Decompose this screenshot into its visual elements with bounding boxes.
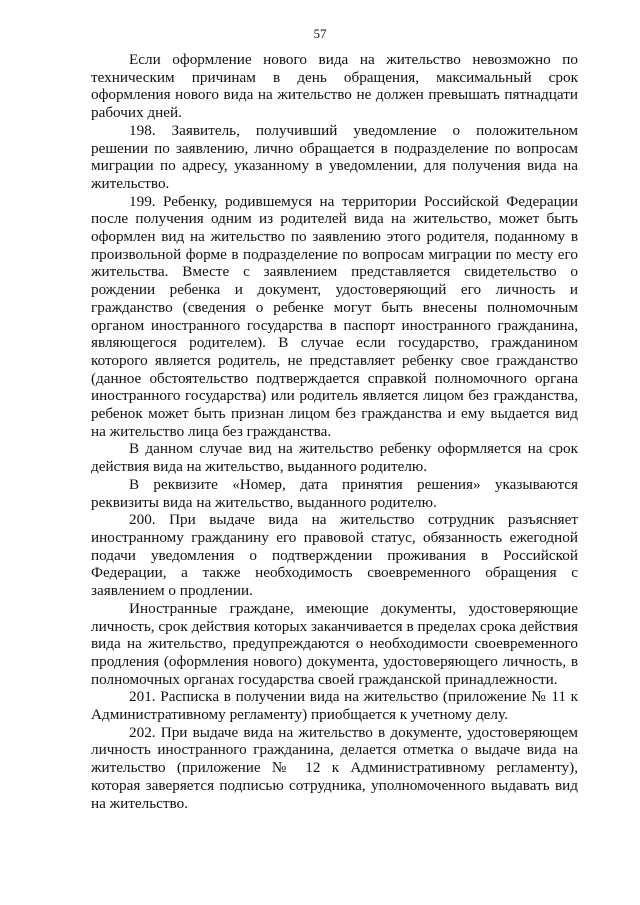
document-body — [91, 51, 578, 812]
page-number: 57 — [313, 26, 327, 41]
paragraph-decision-requisite: В реквизите «Номер, дата принятия решения» указываются реквизиты вида на жительство, выданного родителю. — [91, 475, 578, 511]
paragraph-document-expiry-warning: Иностранные граждане, имеющие документы, удостоверяющие личность, срок действия которых заканчивается в пределах срока действия вида на жительство, предупреждаются о необходимости своевременного продления (оформления нового) документа, удостоверяющего личность, в полномочных органах государства своей гражданской принадлежности. — [91, 599, 578, 688]
paragraph-child-permit-term: В данном случае вид на жительство ребенку оформляется на срок действия вида на жительство, выданного родителю. — [91, 440, 578, 476]
paragraph-200: 200. При выдаче вида на жительство сотрудник разъясняет иностранному гражданину его правовой статус, обязанность ежегодной подачи уведомления о подтверждении проживания в Российской Федерации, а также необходимость своевременного обращения с заявлением о продлении. — [91, 511, 578, 600]
paragraph-198: 198. Заявитель, получивший уведомление о положительном решении по заявлению, лично обращается в подразделение по вопросам миграции по адресу, указанному в уведомлении, для получения вида на жительство. — [91, 121, 578, 192]
paragraph-new-permit-deadline: Если оформление нового вида на жительство невозможно по техническим причинам в день обращения, максимальный срок оформления нового вида на жительство не должен превышать пятнадцати рабочих дней. — [91, 51, 578, 122]
paragraph-199: 199. Ребенку, родившемуся на территории Российской Федерации после получения одним из родителей вида на жительство, может быть оформлен вид на жительство по заявлению этого родителя, поданному в произвольной форме в подразделение по вопросам миграции по месту его жительства. Вместе с заявлением представляется свидетельство о рождении ребенка и документ, удостоверяющий его личность и гражданство (сведения о ребенке могут быть внесены полномочным органом иностранного государства в паспорт иностранного гражданина, являющегося родителем). В случае если государство, гражданином которого является родитель, не представляет ребенку свое гражданство (данное обстоятельство подтверждается справкой полномочного органа иностранного государства) или родитель является лицом без гражданства, ребенок может быть признан лицом без гражданства и ему выдается вид на жительство лица без гражданства. — [91, 192, 578, 440]
paragraph-202: 202. При выдаче вида на жительство в документе, удостоверяющем личность иностранного гражданина, делается отметка о выдаче вида на жительство (приложение № 12 к Административному регламенту), которая заверяется подписью сотрудника, уполномоченного выдавать вид на жительство. — [91, 723, 578, 812]
paragraph-201: 201. Расписка в получении вида на жительство (приложение № 11 к Административному регламенту) приобщается к учетному делу. — [91, 688, 578, 724]
